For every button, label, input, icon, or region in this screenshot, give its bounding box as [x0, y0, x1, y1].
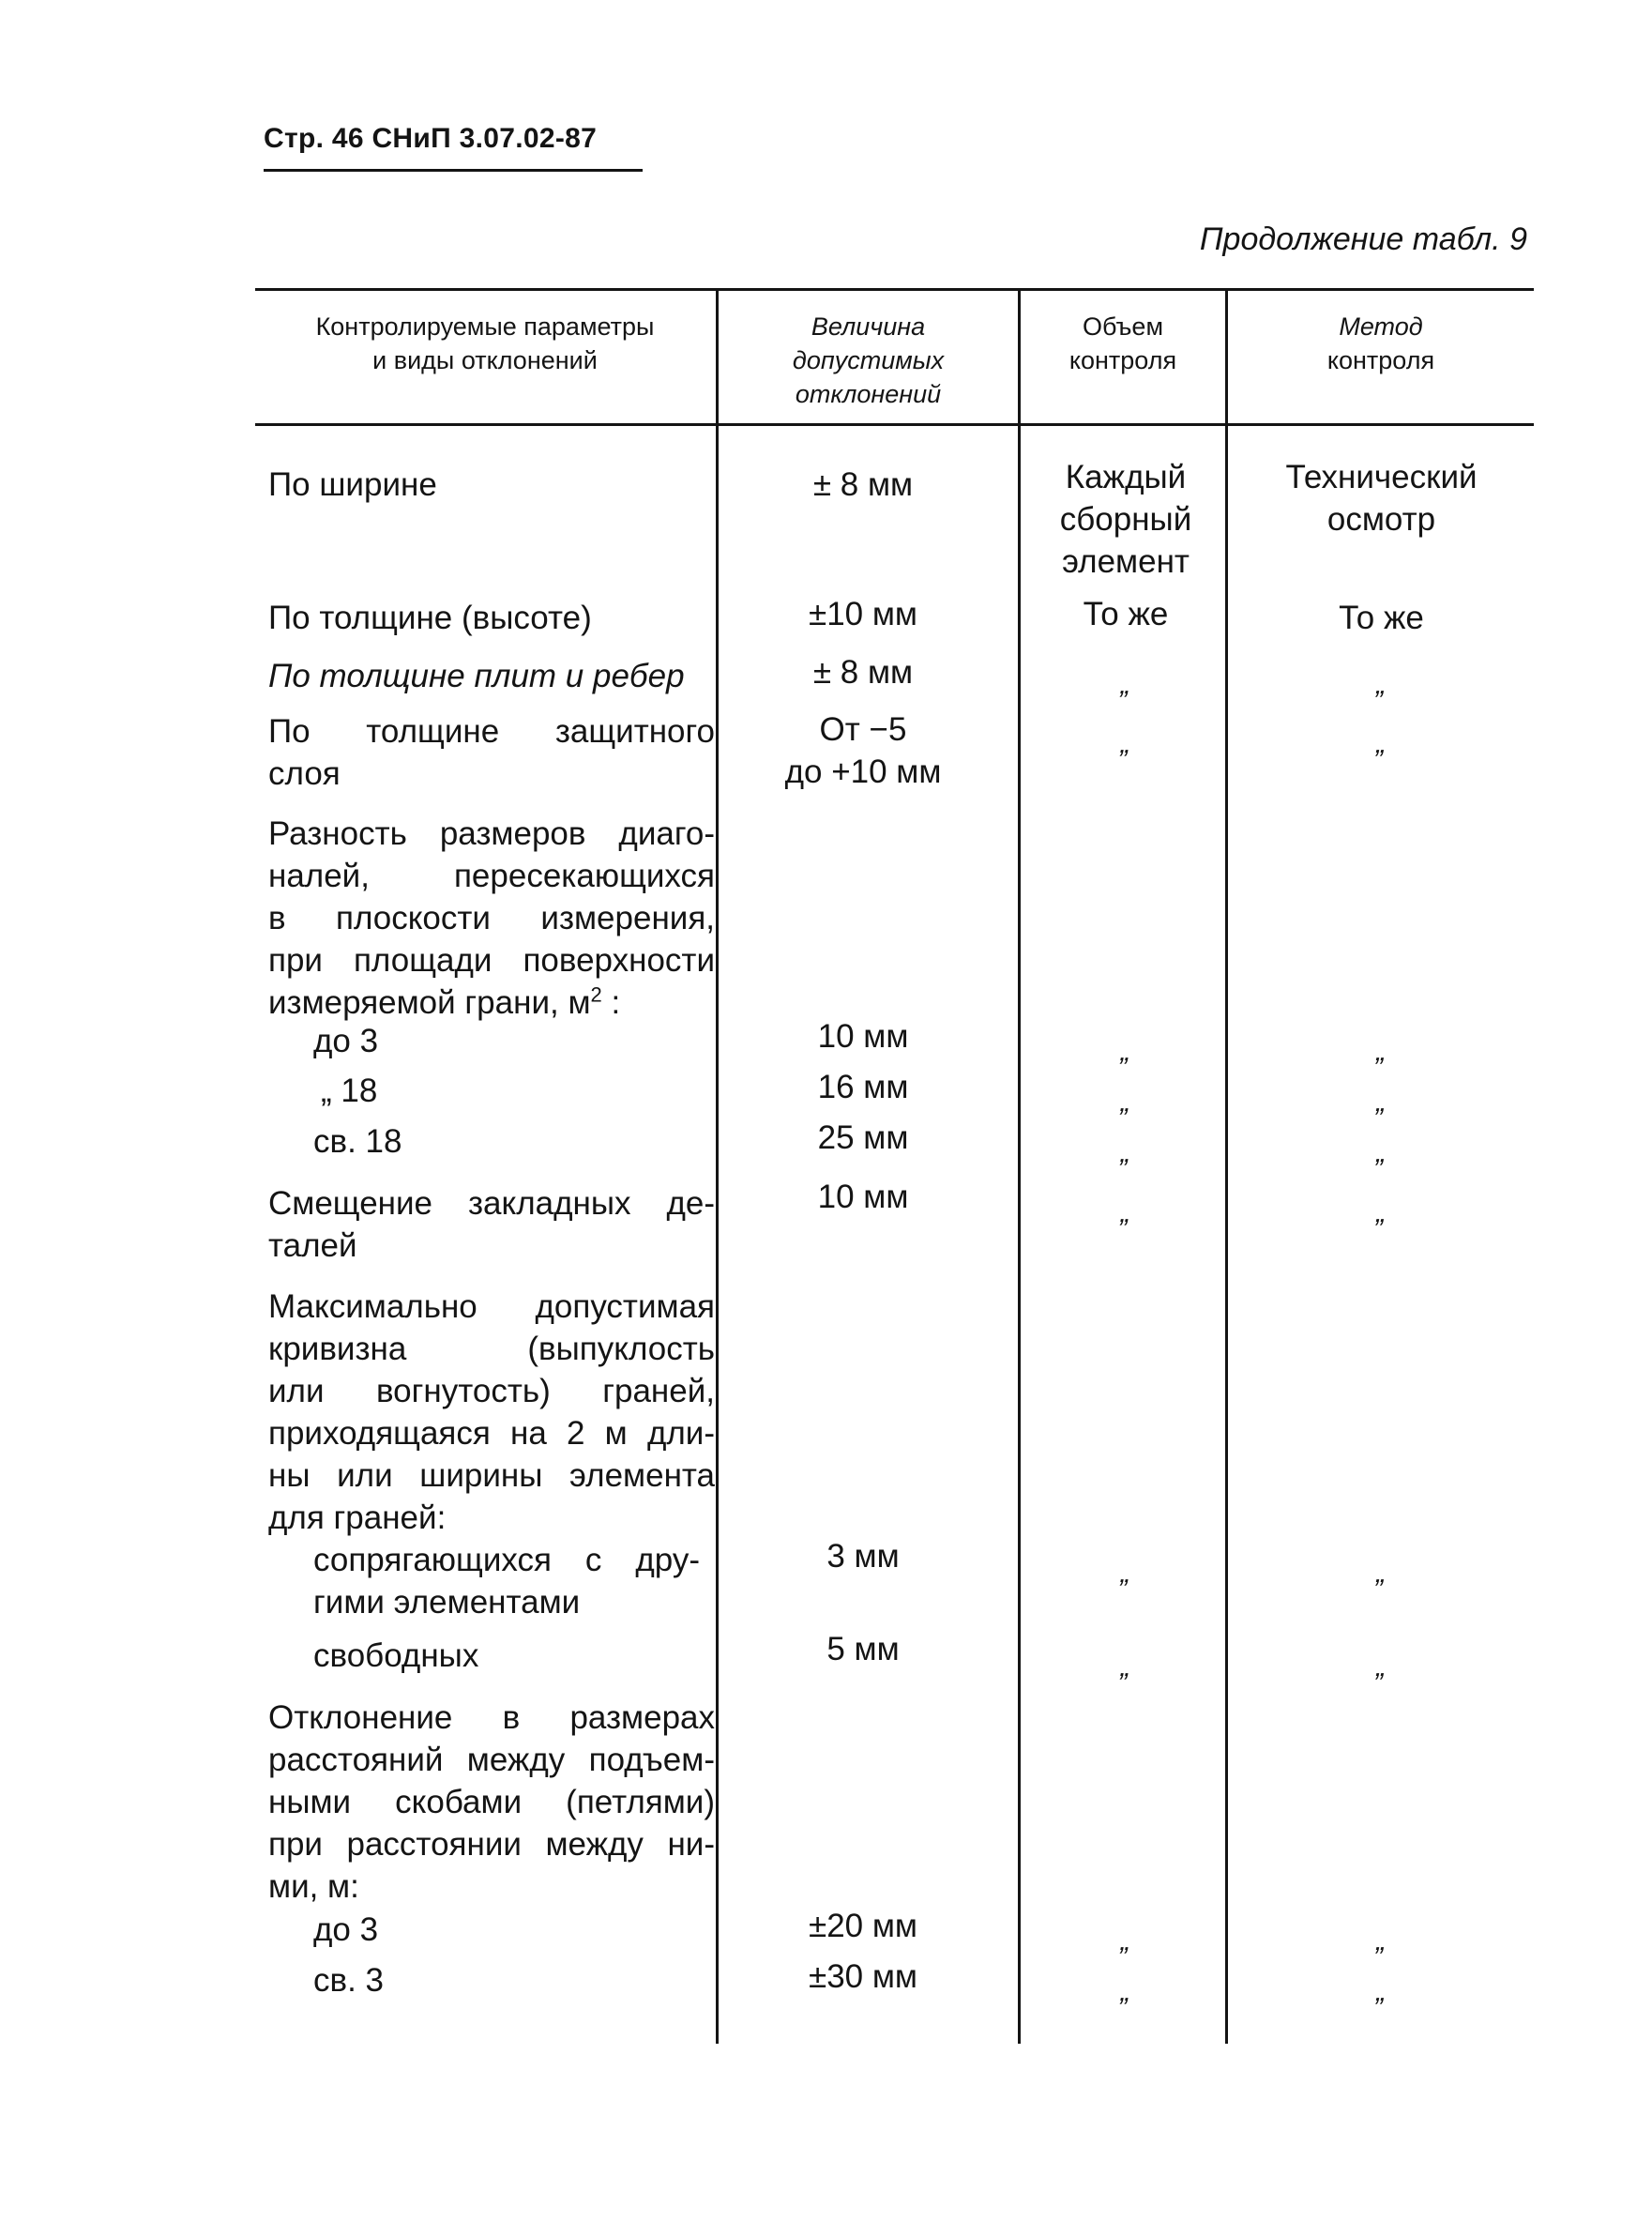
ditto-mark: „ — [1376, 669, 1387, 700]
scope-line: То же — [1083, 596, 1169, 632]
header-line: Контролируемые параметры — [315, 312, 655, 341]
parameter-line: талей — [268, 1227, 357, 1264]
scope-cell — [1023, 1081, 1229, 1123]
scope-cell — [1023, 663, 1229, 706]
running-header: Стр. 46 СНиП 3.07.02-87 — [264, 123, 598, 154]
header-line: контроля — [1068, 346, 1177, 374]
column-header-tolerance — [719, 310, 1018, 411]
table-top-rule — [255, 288, 1534, 291]
method-cell — [1229, 1030, 1534, 1073]
parameter-cell — [268, 1697, 715, 1908]
method-cell — [1229, 456, 1534, 540]
parameter-line: или вогнутость) граней, — [268, 1373, 715, 1409]
parameter-cell — [268, 710, 715, 795]
parameter-line: „ 18 — [321, 1073, 378, 1109]
parameter-cell — [268, 1182, 715, 1267]
table-header-rule — [255, 423, 1534, 426]
tolerance-cell — [727, 1955, 999, 1998]
scope-cell — [1023, 1646, 1229, 1688]
parameter-line: Максимально допустимая — [268, 1288, 715, 1325]
scope-cell — [1023, 1552, 1229, 1594]
tolerance-line: до +10 мм — [784, 753, 942, 790]
ditto-mark: „ — [1376, 1976, 1387, 2007]
parameter-line: для граней: — [268, 1499, 447, 1536]
scope-line: элемент — [1062, 543, 1190, 580]
header-line: Величина — [811, 312, 926, 341]
method-cell — [1229, 663, 1534, 706]
ditto-mark: „ — [1376, 728, 1387, 759]
parameter-cell — [313, 1120, 717, 1163]
method-cell — [1229, 1920, 1534, 1962]
tolerance-line: ±30 мм — [809, 1958, 917, 1995]
tolerance-line: 5 мм — [826, 1631, 900, 1667]
table-continuation-label: Продолжение табл. 9 — [1199, 221, 1527, 257]
tolerance-line: От −5 — [819, 711, 907, 748]
parameter-line: Отклонение в размерах — [268, 1699, 715, 1736]
method-cell — [1229, 597, 1534, 639]
ditto-mark: „ — [1120, 1976, 1131, 2007]
tolerance-cell — [727, 1535, 999, 1577]
method-cell — [1229, 1081, 1534, 1123]
scope-cell — [1023, 1971, 1229, 2013]
tolerance-cell — [727, 1176, 999, 1218]
parameter-cell — [268, 655, 715, 697]
scope-cell — [1023, 1192, 1229, 1234]
header-line: контроля — [1326, 346, 1435, 374]
parameter-line: приходящаяся на 2 м дли- — [268, 1415, 715, 1452]
parameter-line: ными скобами (петлями) — [268, 1784, 715, 1820]
scope-cell — [1023, 1920, 1229, 1962]
tolerance-cell — [727, 708, 999, 793]
parameter-line: в плоскости измерения, — [268, 900, 715, 936]
parameter-line: слоя — [268, 755, 341, 792]
parameter-cell — [268, 597, 715, 639]
method-cell — [1229, 1192, 1534, 1234]
ditto-mark: „ — [1120, 1558, 1131, 1589]
column-divider — [716, 289, 719, 2044]
ditto-mark: „ — [1120, 1137, 1131, 1168]
parameter-line: до 3 — [313, 1911, 379, 1948]
header-rule — [264, 169, 643, 172]
column-header-scope — [1021, 310, 1225, 377]
ditto-mark: „ — [1376, 1197, 1387, 1228]
parameter-cell — [313, 1070, 724, 1112]
tolerance-cell — [727, 1628, 999, 1670]
method-cell — [1229, 723, 1534, 765]
tolerance-cell — [727, 651, 999, 693]
parameter-line: Разность размеров диаго- — [268, 815, 715, 852]
parameter-line: По толщине (высоте) — [268, 600, 592, 636]
tolerance-cell — [727, 1905, 999, 1947]
method-cell — [1229, 1971, 1534, 2013]
parameter-line: налей, пересекающихся — [268, 858, 715, 894]
header-line: Объем — [1082, 312, 1164, 341]
method-cell — [1229, 1552, 1534, 1594]
tolerance-cell — [727, 1015, 999, 1058]
parameter-text: : — [601, 984, 621, 1021]
tolerance-cell — [727, 1066, 999, 1108]
parameter-line: до 3 — [313, 1023, 379, 1059]
parameter-line: при площади поверхности — [268, 942, 715, 979]
ditto-mark: „ — [1376, 1036, 1387, 1067]
parameter-line: По толщине плит и ребер — [268, 658, 685, 694]
ditto-mark: „ — [1120, 728, 1131, 759]
column-header-parameters — [255, 310, 715, 377]
parameter-line: Смещение закладных де- — [268, 1185, 715, 1222]
tolerance-cell — [727, 1117, 999, 1159]
tolerance-line: 3 мм — [826, 1538, 900, 1575]
parameter-line: кривизна (выпуклость — [268, 1331, 715, 1367]
parameter-line: ны или ширины элемента — [268, 1457, 715, 1494]
tolerance-line: ± 8 мм — [812, 654, 914, 691]
ditto-mark: „ — [1376, 1651, 1387, 1682]
ditto-mark: „ — [1376, 1925, 1387, 1956]
method-cell — [1229, 1646, 1534, 1688]
tolerance-line: ± 8 мм — [812, 466, 914, 503]
parameter-cell — [268, 1286, 715, 1539]
parameter-line: гими элементами — [313, 1584, 581, 1621]
parameter-line: при расстоянии между ни- — [268, 1826, 715, 1863]
ditto-mark: „ — [1376, 1087, 1387, 1118]
tolerance-cell — [727, 593, 999, 635]
parameter-line: сопрягающихся с дру- — [313, 1542, 700, 1578]
tolerance-line: 25 мм — [817, 1119, 909, 1156]
parameter-cell — [268, 813, 715, 1024]
method-line: То же — [1339, 600, 1424, 636]
header-line: Метод — [1339, 312, 1423, 341]
parameter-line-with-superscript — [268, 982, 715, 1024]
scope-cell — [1023, 593, 1229, 635]
tolerance-line: 10 мм — [817, 1179, 909, 1215]
tolerance-line: ±20 мм — [809, 1908, 917, 1944]
method-line: осмотр — [1326, 501, 1436, 538]
scope-cell — [1023, 1030, 1229, 1073]
ditto-mark: „ — [1120, 1036, 1131, 1067]
ditto-mark: „ — [1120, 1925, 1131, 1956]
parameter-line: По толщине защитного — [268, 713, 715, 750]
header-line: отклонений — [795, 380, 942, 408]
scope-cell — [1023, 1132, 1229, 1174]
scope-line: сборный — [1059, 501, 1192, 538]
parameter-cell — [313, 1020, 717, 1062]
ditto-mark: „ — [1120, 1197, 1131, 1228]
ditto-mark: „ — [1376, 1137, 1387, 1168]
scope-line: Каждый — [1065, 459, 1187, 495]
ditto-mark: „ — [1120, 1651, 1131, 1682]
tolerance-line: 16 мм — [817, 1069, 909, 1105]
header-line: и виды отклонений — [372, 346, 598, 374]
method-cell — [1229, 1132, 1534, 1174]
tolerance-line: ±10 мм — [809, 596, 917, 632]
column-divider — [1018, 289, 1021, 2044]
ditto-mark: „ — [1120, 1087, 1131, 1118]
method-line: Технический — [1285, 459, 1478, 495]
column-header-method — [1228, 310, 1534, 377]
parameter-line: По ширине — [268, 466, 437, 503]
parameter-cell — [313, 1635, 717, 1677]
parameter-cell — [268, 464, 715, 506]
parameter-cell — [313, 1909, 717, 1951]
parameter-cell — [313, 1959, 717, 2001]
header-line: допустимых — [792, 346, 945, 374]
parameter-cell — [313, 1539, 700, 1623]
tolerance-line: 10 мм — [817, 1018, 909, 1055]
scope-cell — [1023, 456, 1229, 583]
superscript: 2 — [590, 982, 602, 1007]
scope-cell — [1023, 723, 1229, 765]
parameter-line: расстояний между подъем- — [268, 1742, 715, 1778]
parameter-line: ми, м: — [268, 1868, 359, 1905]
parameter-line: св. 18 — [313, 1123, 402, 1160]
parameter-text: измеряемой грани, м — [268, 984, 591, 1021]
tolerance-cell — [727, 464, 999, 506]
parameter-line: св. 3 — [313, 1962, 385, 1999]
ditto-mark: „ — [1120, 669, 1131, 700]
parameter-line: свободных — [313, 1637, 479, 1674]
ditto-mark: „ — [1376, 1558, 1387, 1589]
